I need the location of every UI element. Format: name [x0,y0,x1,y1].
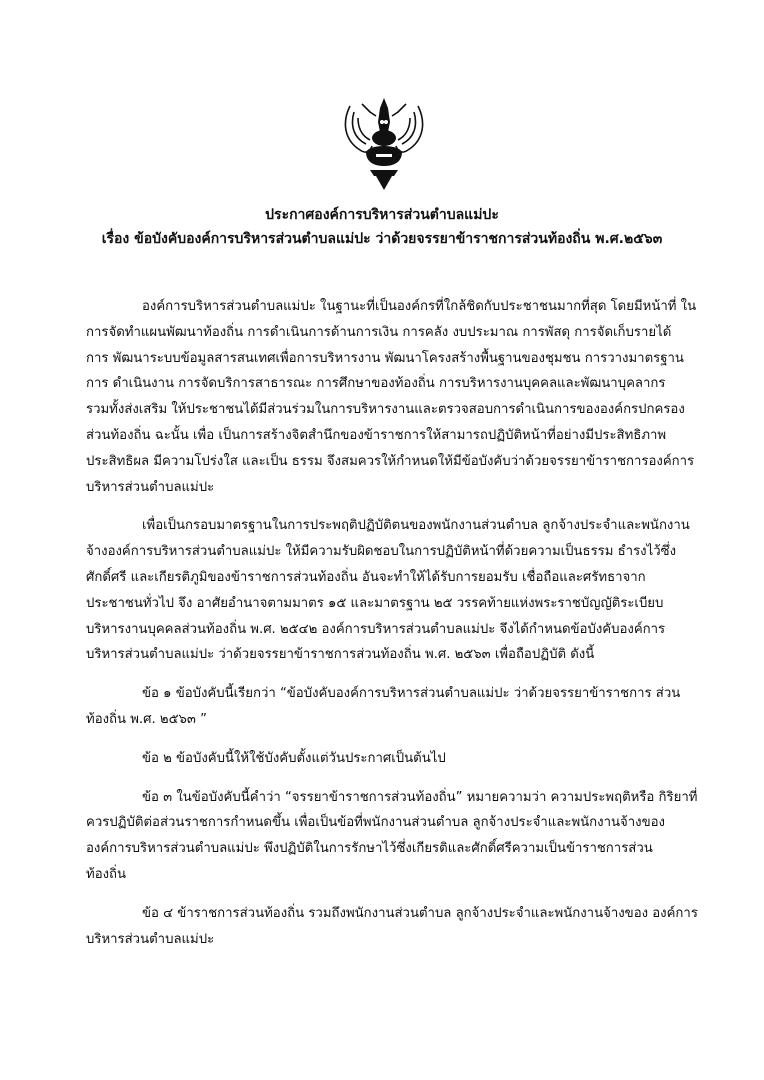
text-line: ส่วนท้องถิ่น ฉะนั้น เพื่อ เป็นการสร้างจิตสำนึกของข้าราชการให้สามารถปฏิบัติหน้าที่อย่างมีประสิทธิภาพ [86,427,667,443]
paragraph-preamble [86,294,697,500]
clause-1 [86,681,681,733]
text-line: ท้องถิ่น พ.ศ. ๒๕๖๓ ” [86,711,207,727]
text-line: การจัดทำแผนพัฒนาท้องถิ่น การดำเนินการด้านการเงิน การคลัง งบประมาณ การพัสดุ การจัดเก็บรายได้ [86,324,672,340]
announcement-subject: เรื่อง ข้อบังคับองค์การบริหารส่วนตำบลแม่ปะ ว่าด้วยจรรยาข้าราชการส่วนท้องถิ่น พ.ศ.๒๕๖๓ [101,231,663,247]
clause-4 [86,901,698,953]
text-line: บริหารส่วนตำบลแม่ปะ ว่าด้วยจรรยาข้าราชการส่วนท้องถิ่น พ.ศ. ๒๕๖๓ เพื่อถือปฏิบัติ ดังนี้ [86,647,595,663]
text-line: ท้องถิ่น [86,866,127,882]
text-line: การ พัฒนาระบบข้อมูลสารสนเทศเพื่อการบริหารงาน พัฒนาโครงสร้างพื้นฐานของชุมชน การวางมาตรฐาน [86,350,684,366]
text-line: ข้อ ๑ ข้อบังคับนี้เรียกว่า “ข้อบังคับองค์การบริหารส่วนตำบลแม่ปะ ว่าด้วยจรรยาข้าราชการ ส่วน [142,686,681,702]
text-line: ประสิทธิผล มีความโปร่งใส และเป็น ธรรม จึงสมควรให้กำหนดให้มีข้อบังคับว่าด้วยจรรยาข้าราชการองค์การ [86,453,695,469]
text-line: จ้างองค์การบริหารส่วนตำบลแม่ปะ ให้มีความรับผิดชอบในการปฏิบัติหน้าที่ด้วยความเป็นธรรม ธำรงไว้ซึ่ง [86,544,677,560]
paragraph-purpose [86,513,690,668]
text-line: รวมทั้งส่งเสริม ให้ประชาชนได้มีส่วนร่วมในการบริหารงานและตรวจสอบการดำเนินการขององค์กรปกครอง [86,402,685,418]
document-body [86,294,698,965]
text-line: บริหารงานบุคคลส่วนท้องถิ่น พ.ศ. ๒๕๔๒ องค์การบริหารส่วนตำบลแม่ปะ จึงได้กำหนดข้อบังคับองค์การ [86,621,666,637]
text-line: ควรปฏิบัติต่อส่วนราชการกำหนดขึ้น เพื่อเป็นข้อที่พนักงานส่วนตำบล ลูกจ้างประจำและพนักงานจ้างของ [86,815,665,831]
clause-2 [86,746,672,772]
text-line: บริหารส่วนตำบลแม่ปะ [86,931,215,947]
text-line: ข้อ ๒ ข้อบังคับนี้ให้ใช้บังคับตั้งแต่วันประกาศเป็นต้นไป [142,750,446,766]
text-line: การ ดำเนินงาน การจัดบริการสาธารณะ การศึกษาของท้องถิ่น การบริหารงานบุคคลและพัฒนาบุคลากร [86,376,666,392]
text-line: บริหารส่วนตำบลแม่ปะ [86,479,215,495]
clause-3 [86,785,698,888]
text-line: ศักดิ์ศรี และเกียรติภูมิของข้าราชการส่วนท้องถิ่น อันจะทำให้ได้รับการยอมรับ เชื่อถือและศรัทธาจาก [86,569,646,585]
text-line: ข้อ ๔ ข้าราชการส่วนท้องถิ่น รวมถึงพนักงานส่วนตำบล ลูกจ้างประจำและพนักงานจ้างของ องค์การ [142,905,698,921]
text-line: องค์การบริหารส่วนตำบลแม่ปะ ในฐานะที่เป็นองค์กรที่ใกล้ชิดกับประชาชนมากที่สุด โดยมีหน้าที่ ใน [142,299,697,314]
text-line: องค์การบริหารส่วนตำบลแม่ปะ พึงปฏิบัติในการรักษาไว้ซึ่งเกียรติและศักดิ์ศรีความเป็นข้าราชการส่วน [86,841,653,857]
text-line: ข้อ ๓ ในข้อบังคับนี้คำว่า “จรรยาข้าราชการส่วนท้องถิ่น” หมายความว่า ความประพฤติหรือ กิริยาที่ [142,789,698,805]
announcement-title: ประกาศองค์การบริหารส่วนตำบลแม่ปะ [265,207,499,223]
garuda-emblem-icon [336,92,432,192]
text-line: ประชาชนทั่วไป จึง อาศัยอำนาจตามมาตร ๑๕ และมาตรฐาน ๒๕ วรรคท้ายแห่งพระราชบัญญัติระเบียบ [86,595,664,611]
text-line: เพื่อเป็นกรอบมาตรฐานในการประพฤติปฏิบัติตนของพนักงานส่วนตำบล ลูกจ้างประจำและพนักงาน [142,518,690,534]
